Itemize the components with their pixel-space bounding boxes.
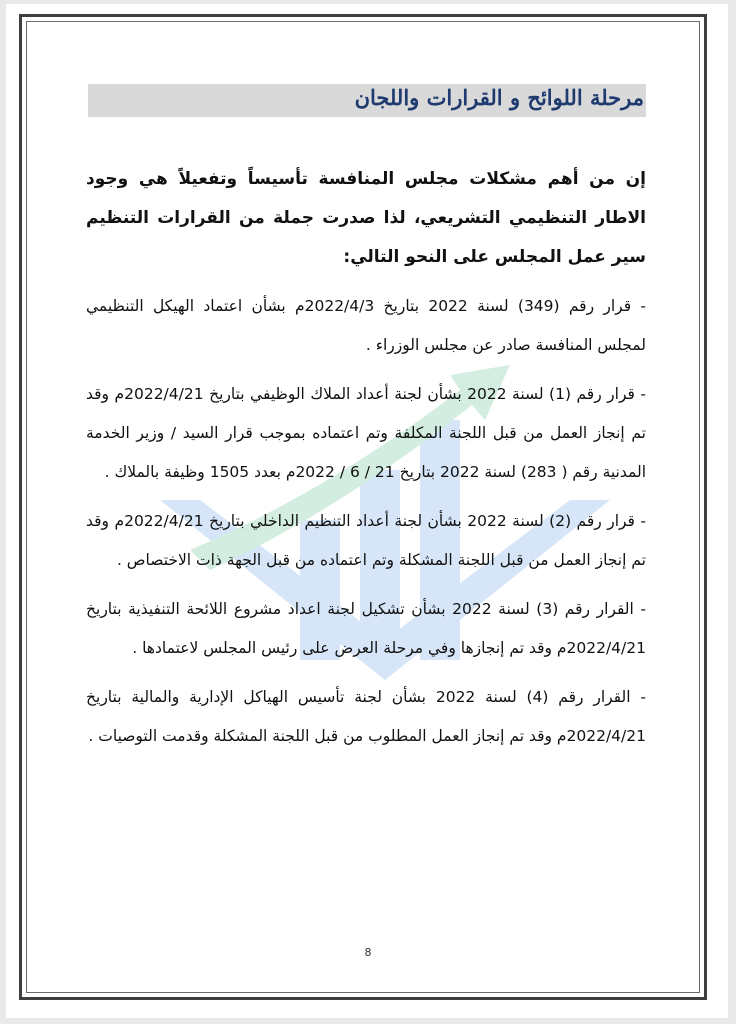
decision-paragraph-2: - قرار رقم (2) لسنة 2022 بشأن لجنة أعداد التنظيم الداخلي بتاريخ 2022/4/21م وقد تم إنجاز العمل من قبل اللجنة المشكلة وتم اعتماده من قبل الجهة ذات الاختصاص . <box>86 512 646 569</box>
page-number: 8 <box>364 946 372 959</box>
intro-paragraph: إن من أهم مشكلات مجلس المنافسة تأسيساً وتفعيلاً هي وجود الاطار التنظيمي التشريعي، لذا صدرت جملة من القرارات التنظيم سير عمل المجلس على النحو التالي: <box>86 169 646 267</box>
decision-paragraph-349: - قرار رقم (349) لسنة 2022 بتاريخ 2022/4/3م بشأن اعتماد الهيكل التنظيمي لمجلس المنافسة صادر عن مجلس الوزراء . <box>86 297 646 354</box>
decision-paragraph-3: - القرار رقم (3) لسنة 2022 بشأن تشكيل لجنة اعداد مشروع اللائحة التنفيذية بتاريخ 2022/4/21م وقد تم إنجازها وفي مرحلة العرض على رئيس المجلس لاعتمادها . <box>86 600 646 657</box>
decision-paragraph-4: - القرار رقم (4) لسنة 2022 بشأن لجنة تأسيس الهياكل الإدارية والمالية بتاريخ 2022/4/21م وقد تم إنجاز العمل المطلوب من قبل اللجنة المشكلة وقدمت التوصيات . <box>86 688 646 745</box>
document-body <box>86 160 646 766</box>
section-heading: مرحلة اللوائح و القرارات واللجان <box>354 85 644 110</box>
decision-paragraph-1: - قرار رقم (1) لسنة 2022 بشأن لجنة أعداد الملاك الوظيفي بتاريخ 2022/4/21م وقد تم إنجاز العمل من قبل اللجنة المكلفة وتم اعتماده بموجب قرار السيد / وزير الخدمة المدنية رقم ( 283) لسنة 2022 بتاريخ 21 / 6 / 2022م بعدد 1505 وظيفة بالملاك . <box>86 385 646 481</box>
